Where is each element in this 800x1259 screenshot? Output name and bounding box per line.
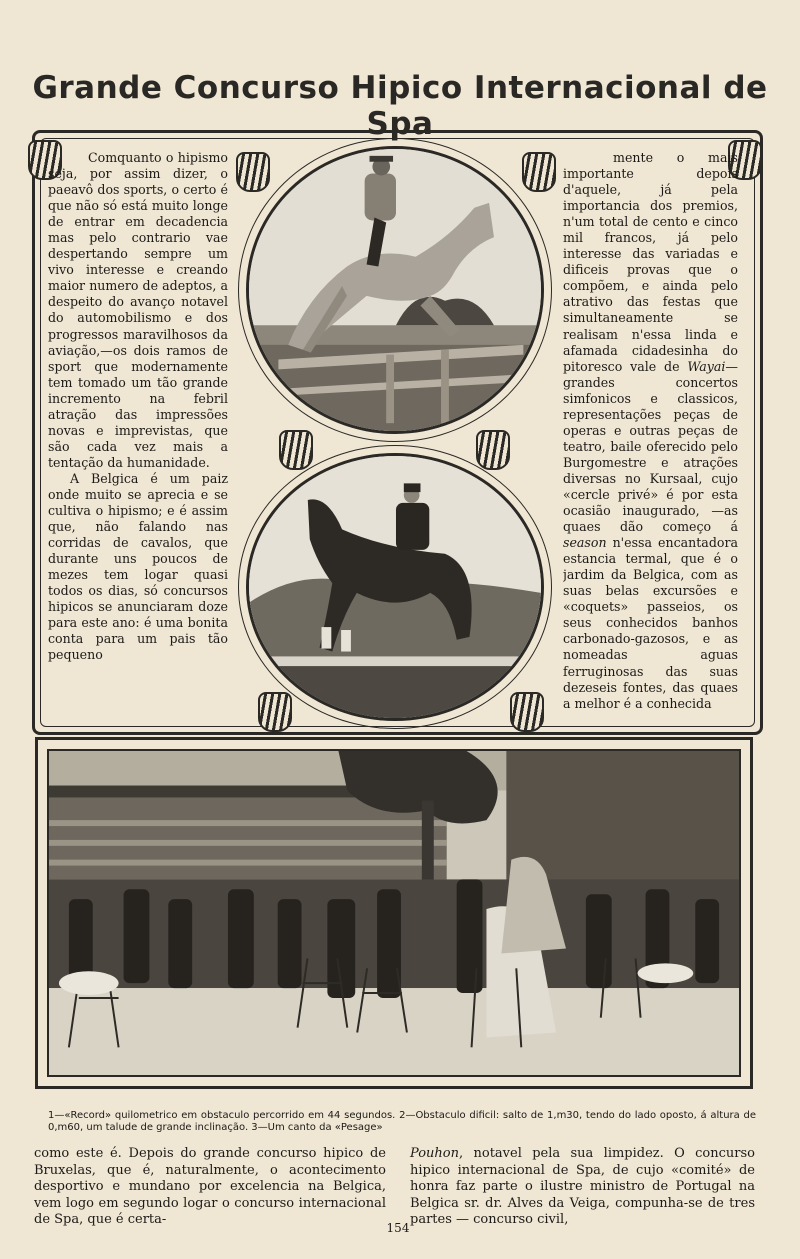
article-bottom-right-column: Pouhon, notavel pela sua limpidez. O concurso hipico internacional de Spa, de cujo «comité» de honra faz parte o ilustre ministro de Portugal na Belgica sr. dr. Alves da Veiga, compunha-se de tres partes — concurso civil, [410,1146,755,1227]
article-paragraph-1: Comquanto o hipismo seja, por assim dizer, o paeavô dos sports, o certo é que não só está muito longe de entrar em decadencia mas pelo contrario vae despertando sempre um vivo interesse e creando maior numero de adeptos, a despeito do avanço notavel do automobilismo e dos progressos maravilhosos da aviação,—os dois ramos de sport que modernamente tem tomado um tão grande incremento na febril atração das impressões novas e imprevistas, que são cada vez mais a tentação da humanidade. [48,150,228,470]
article-bottom-left-column: como este é. Depois do grande concurso hipico de Bruxelas, que é, naturalmente, o acontecimento desportivo e mundano por excelencia na Belgica, vem logo em segundo logar o concurso internacional de Spa, que é certa- [34,1146,386,1227]
article-paragraph-2: A Belgica é um paiz onde muito se aprecia e se cultiva o hipismo; e é assim que, não falando nas corridas de cavalos, que durante uns poucos de mezes tem logar quasi todos os dias, só concursos hipicos se anunciaram doze para este ano: é uma bonita conta para um pais tão pequeno [48,470,228,663]
oval-photo-jumping-horse-1 [246,146,544,434]
page-number: 154 [386,1221,410,1235]
ornament-upper-right-icon [522,152,556,192]
oval-photo-jumping-horse-2 [246,453,544,721]
photo-caption: 1—«Record» quilometrico em obstaculo percorrido em 44 segundos. 2—Obstaculo dificil: salto de 1,m30, tendo do lado oposto, á altura de 0,m60, um talude de grande inclinação. 3—Um canto da «Pesage» [48,1110,756,1133]
ornament-lower-right-icon [510,692,544,732]
photo-pesage-crowd [47,749,741,1077]
article-left-column [48,150,228,710]
article-right-column [563,150,738,710]
page-title: Grande Concurso Hipico Internacional de Spa [32,70,768,142]
ornament-middle-left-icon [279,430,313,470]
ornament-middle-right-icon [476,430,510,470]
ornament-lower-left-icon [258,692,292,732]
ornament-upper-left-icon [236,152,270,192]
article-paragraph-3: mente o mais importante depois d'aquele, já pela importancia dos premios, n'um total de cento e cinco mil francos, já pelo interesse das variadas e dificeis provas que o compõem, e ainda pelo atrativo das festas que simultaneamente se realisam n'essa linda e afamada cidadesinha do pitoresco vale de Wayai—grandes concertos simfonicos e classicos, representações peças de operas e outras peças de teatro, baile oferecido pelo Burgomestre e atrações diversas no Kursaal, cujo «cercle privé» é por esta ocasião inaugurado, —as quaes dão começo á season n'essa encantadora estancia termal, que é o jardim da Belgica, com as suas belas excursões e «coquets» passeios, os seus conhecidos banhos carbonado-gazosos, e as nomeadas aguas ferruginosas das suas dezeseis fontes, das quaes a melhor é a conhecida [563,150,738,710]
